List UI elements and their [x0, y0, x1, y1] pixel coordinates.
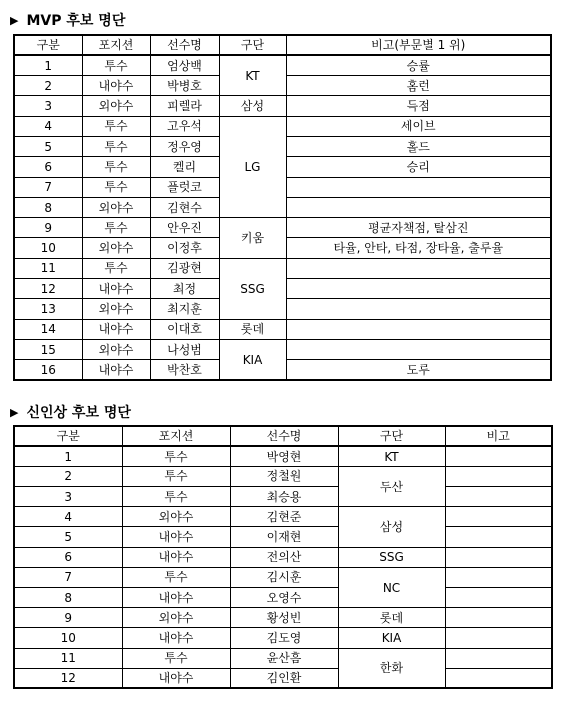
header-no: 구분	[14, 426, 122, 446]
player-name-cell: 나성범	[150, 339, 219, 359]
note-cell	[445, 507, 552, 527]
player-name-cell: 최승용	[230, 487, 338, 507]
team-cell: SSG	[338, 547, 445, 567]
row-number: 8	[14, 588, 122, 608]
row-number: 11	[14, 648, 122, 668]
header-player: 선수명	[230, 426, 338, 446]
position-cell: 내야수	[82, 279, 150, 299]
player-name-cell: 박찬호	[150, 360, 219, 380]
table-row	[14, 547, 552, 567]
position-cell: 내야수	[82, 76, 150, 96]
triangle-right-icon: ▶	[10, 405, 19, 419]
position-cell: 외야수	[82, 197, 150, 217]
table-header-row	[14, 426, 552, 446]
header-position: 포지션	[122, 426, 230, 446]
table-row	[14, 319, 551, 339]
position-cell: 외야수	[82, 238, 150, 258]
row-number: 10	[14, 238, 82, 258]
note-cell	[445, 527, 552, 547]
table-row	[14, 258, 551, 278]
row-number: 16	[14, 360, 82, 380]
header-note: 비고(부문별 1 위)	[286, 35, 551, 55]
row-number: 3	[14, 96, 82, 116]
position-cell: 투수	[82, 157, 150, 177]
table-row	[14, 648, 552, 668]
position-cell: 내야수	[122, 628, 230, 648]
row-number: 7	[14, 177, 82, 197]
position-cell: 외야수	[82, 299, 150, 319]
note-cell	[445, 588, 552, 608]
position-cell: 투수	[82, 136, 150, 156]
player-name-cell: 최지훈	[150, 299, 219, 319]
table-row	[14, 507, 552, 527]
team-cell: 한화	[338, 648, 445, 688]
table-row	[14, 608, 552, 628]
player-name-cell: 박병호	[150, 76, 219, 96]
player-name-cell: 전의산	[230, 547, 338, 567]
table-row	[14, 96, 551, 116]
row-number: 6	[14, 547, 122, 567]
player-name-cell: 정우영	[150, 136, 219, 156]
position-cell: 투수	[122, 446, 230, 466]
table-row	[14, 567, 552, 587]
note-cell: 득점	[286, 96, 551, 116]
note-cell	[445, 487, 552, 507]
header-note: 비고	[445, 426, 552, 446]
player-name-cell: 김현수	[150, 197, 219, 217]
position-cell: 외야수	[82, 96, 150, 116]
row-number: 14	[14, 319, 82, 339]
player-name-cell: 황성빈	[230, 608, 338, 628]
table-row	[14, 339, 551, 359]
team-cell: NC	[338, 567, 445, 607]
team-cell: 삼성	[338, 507, 445, 547]
row-number: 2	[14, 466, 122, 486]
row-number: 12	[14, 279, 82, 299]
table-row	[14, 527, 552, 547]
row-number: 15	[14, 339, 82, 359]
table-row	[14, 628, 552, 648]
table-row	[14, 487, 552, 507]
position-cell: 내야수	[82, 319, 150, 339]
player-name-cell: 최정	[150, 279, 219, 299]
row-number: 5	[14, 136, 82, 156]
player-name-cell: 김도영	[230, 628, 338, 648]
position-cell: 투수	[122, 648, 230, 668]
note-cell: 홀드	[286, 136, 551, 156]
header-position: 포지션	[82, 35, 150, 55]
player-name-cell: 김광현	[150, 258, 219, 278]
note-cell	[445, 547, 552, 567]
table-row	[14, 466, 552, 486]
position-cell: 투수	[122, 567, 230, 587]
position-cell: 투수	[82, 177, 150, 197]
table-row	[14, 55, 551, 75]
player-name-cell: 박영현	[230, 446, 338, 466]
team-cell: LG	[219, 116, 286, 217]
note-cell	[445, 648, 552, 668]
note-cell	[445, 446, 552, 466]
row-number: 8	[14, 197, 82, 217]
row-number: 7	[14, 567, 122, 587]
row-number: 2	[14, 76, 82, 96]
mvp-candidate-table	[13, 34, 552, 381]
position-cell: 내야수	[122, 668, 230, 688]
mvp-title-text: MVP 후보 명단	[26, 13, 126, 29]
player-name-cell: 켈리	[150, 157, 219, 177]
note-cell	[286, 299, 551, 319]
player-name-cell: 피렐라	[150, 96, 219, 116]
position-cell: 외야수	[122, 608, 230, 628]
note-cell	[445, 668, 552, 688]
position-cell: 내야수	[122, 588, 230, 608]
note-cell	[286, 177, 551, 197]
row-number: 12	[14, 668, 122, 688]
team-cell: 롯데	[219, 319, 286, 339]
note-cell: 홈런	[286, 76, 551, 96]
rookie-section-title	[10, 402, 131, 422]
triangle-right-icon: ▶	[10, 13, 19, 27]
note-cell: 평균자책점, 탈삼진	[286, 218, 551, 238]
position-cell: 투수	[82, 116, 150, 136]
note-cell: 승리	[286, 157, 551, 177]
position-cell: 투수	[82, 55, 150, 75]
player-name-cell: 김시훈	[230, 567, 338, 587]
table-row	[14, 116, 551, 136]
team-cell: KIA	[219, 339, 286, 380]
note-cell: 도루	[286, 360, 551, 380]
player-name-cell: 엄상백	[150, 55, 219, 75]
note-cell	[286, 279, 551, 299]
note-cell	[445, 567, 552, 587]
note-cell	[445, 628, 552, 648]
position-cell: 투수	[82, 258, 150, 278]
row-number: 4	[14, 507, 122, 527]
position-cell: 내야수	[122, 527, 230, 547]
team-cell: 롯데	[338, 608, 445, 628]
player-name-cell: 윤산흠	[230, 648, 338, 668]
note-cell	[286, 339, 551, 359]
row-number: 1	[14, 55, 82, 75]
header-no: 구분	[14, 35, 82, 55]
player-name-cell: 안우진	[150, 218, 219, 238]
team-cell: SSG	[219, 258, 286, 319]
player-name-cell: 정철원	[230, 466, 338, 486]
mvp-section-title	[10, 10, 125, 30]
note-cell: 세이브	[286, 116, 551, 136]
player-name-cell: 이정후	[150, 238, 219, 258]
row-number: 1	[14, 446, 122, 466]
team-cell: KIA	[338, 628, 445, 648]
row-number: 6	[14, 157, 82, 177]
table-row	[14, 446, 552, 466]
position-cell: 내야수	[122, 547, 230, 567]
note-cell	[286, 197, 551, 217]
position-cell: 외야수	[122, 507, 230, 527]
position-cell: 투수	[82, 218, 150, 238]
table-row	[14, 588, 552, 608]
player-name-cell: 김현준	[230, 507, 338, 527]
row-number: 3	[14, 487, 122, 507]
table-row	[14, 218, 551, 238]
player-name-cell: 고우석	[150, 116, 219, 136]
position-cell: 투수	[122, 466, 230, 486]
row-number: 5	[14, 527, 122, 547]
header-team: 구단	[338, 426, 445, 446]
header-player: 선수명	[150, 35, 219, 55]
player-name-cell: 이재현	[230, 527, 338, 547]
note-cell	[445, 466, 552, 486]
note-cell	[445, 608, 552, 628]
row-number: 10	[14, 628, 122, 648]
note-cell	[286, 258, 551, 278]
player-name-cell: 이대호	[150, 319, 219, 339]
position-cell: 투수	[122, 487, 230, 507]
position-cell: 외야수	[82, 339, 150, 359]
rookie-title-text: 신인상 후보 명단	[26, 405, 131, 421]
position-cell: 내야수	[82, 360, 150, 380]
note-cell	[286, 319, 551, 339]
note-cell: 타율, 안타, 타점, 장타율, 출루율	[286, 238, 551, 258]
table-row	[14, 668, 552, 688]
row-number: 11	[14, 258, 82, 278]
rookie-candidate-table	[13, 425, 553, 689]
row-number: 9	[14, 608, 122, 628]
player-name-cell: 플럿코	[150, 177, 219, 197]
row-number: 9	[14, 218, 82, 238]
row-number: 4	[14, 116, 82, 136]
table-header-row	[14, 35, 551, 55]
header-team: 구단	[219, 35, 286, 55]
team-cell: 삼성	[219, 96, 286, 116]
team-cell: KT	[338, 446, 445, 466]
team-cell: 키움	[219, 218, 286, 259]
team-cell: KT	[219, 55, 286, 96]
team-cell: 두산	[338, 466, 445, 506]
player-name-cell: 김인환	[230, 668, 338, 688]
note-cell: 승률	[286, 55, 551, 75]
player-name-cell: 오영수	[230, 588, 338, 608]
row-number: 13	[14, 299, 82, 319]
